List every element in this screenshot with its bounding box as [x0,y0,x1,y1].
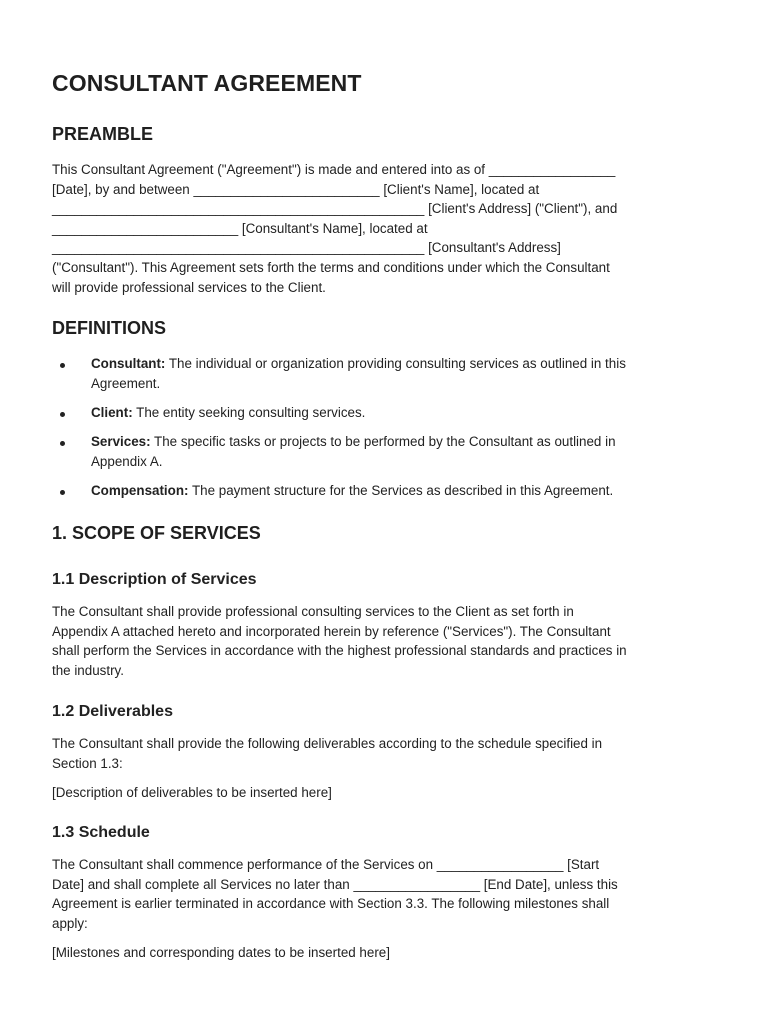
definition-term: Consultant: [91,356,166,371]
bullet-icon [60,490,65,495]
deliverables-paragraph [52,734,720,773]
preamble-paragraph [52,160,720,297]
definition-text [91,481,719,501]
definition-text [91,432,719,471]
definition-description: The specific tasks or projects to be performed by the Consultant as outlined in [150,434,616,449]
schedule-line: apply: [52,915,88,931]
description-line: The Consultant shall provide professional consulting services to the Client as set forth in [52,604,574,619]
preamble-line: This Consultant Agreement ("Agreement") is made and entered into as of _________________ [52,162,616,177]
deliverables-placeholder [52,783,720,803]
definition-term: Services: [91,434,151,449]
preamble-line: __________________________________________________ [Consultant's Address] [52,240,561,256]
schedule-paragraph [52,855,720,933]
definition-description: Appendix A. [91,453,163,469]
preamble-heading: PREAMBLE [52,124,154,144]
definition-description: The payment structure for the Services as described in this Agreement. [188,483,614,498]
document-title: CONSULTANT AGREEMENT [52,70,362,96]
description-line: Appendix A attached hereto and incorporated herein by reference ("Services"). The Consultant [52,623,611,639]
description-line: shall perform the Services in accordance with the highest professional standards and practices in [52,643,627,659]
definition-description: The entity seeking consulting services. [132,405,366,420]
preamble-line: _________________________ [Consultant's Name], located at [52,220,428,236]
deliverables-line: The Consultant shall provide the following deliverables according to the schedule specified in [52,736,603,751]
description-paragraph [52,602,720,680]
deliverables-line: Section 1.3: [52,755,123,771]
preamble-line: __________________________________________________ [Client's Address] ("Client"), and [52,201,618,217]
description-line: the industry. [52,662,124,678]
preamble-line: [Date], by and between _________________________ [Client's Name], located at [52,181,540,197]
definition-term: Compensation: [91,483,189,498]
schedule-line: Date] and shall complete all Services no later than _________________ [End Date], unless this [52,876,618,892]
preamble-line: ("Consultant"). This Agreement sets forth the terms and conditions under which the Consultant [52,259,610,275]
definition-description: The individual or organization providing consulting services as outlined in this [165,356,626,371]
deliverables-heading: 1.2 Deliverables [52,703,173,720]
bullet-icon [60,412,65,417]
preamble-line: will provide professional services to the Client. [52,279,326,295]
bullet-icon [60,441,65,446]
schedule-placeholder [52,943,720,963]
bullet-icon [60,363,65,368]
schedule-heading: 1.3 Schedule [52,824,150,841]
definition-description: Agreement. [91,375,161,391]
deliverables-placeholder-text: [Description of deliverables to be inserted here] [52,785,332,800]
definitions-heading: DEFINITIONS [52,318,167,338]
scope-heading: 1. SCOPE OF SERVICES [52,523,261,543]
definition-term: Client: [91,405,133,420]
definition-text [91,354,719,393]
definition-text [91,403,719,423]
schedule-line: The Consultant shall commence performance of the Services on _________________ [Start [52,857,600,872]
schedule-line: Agreement is earlier terminated in accordance with Section 3.3. The following milestones shall [52,896,610,912]
schedule-placeholder-text: [Milestones and corresponding dates to be inserted here] [52,945,390,960]
description-heading: 1.1 Description of Services [52,571,257,588]
